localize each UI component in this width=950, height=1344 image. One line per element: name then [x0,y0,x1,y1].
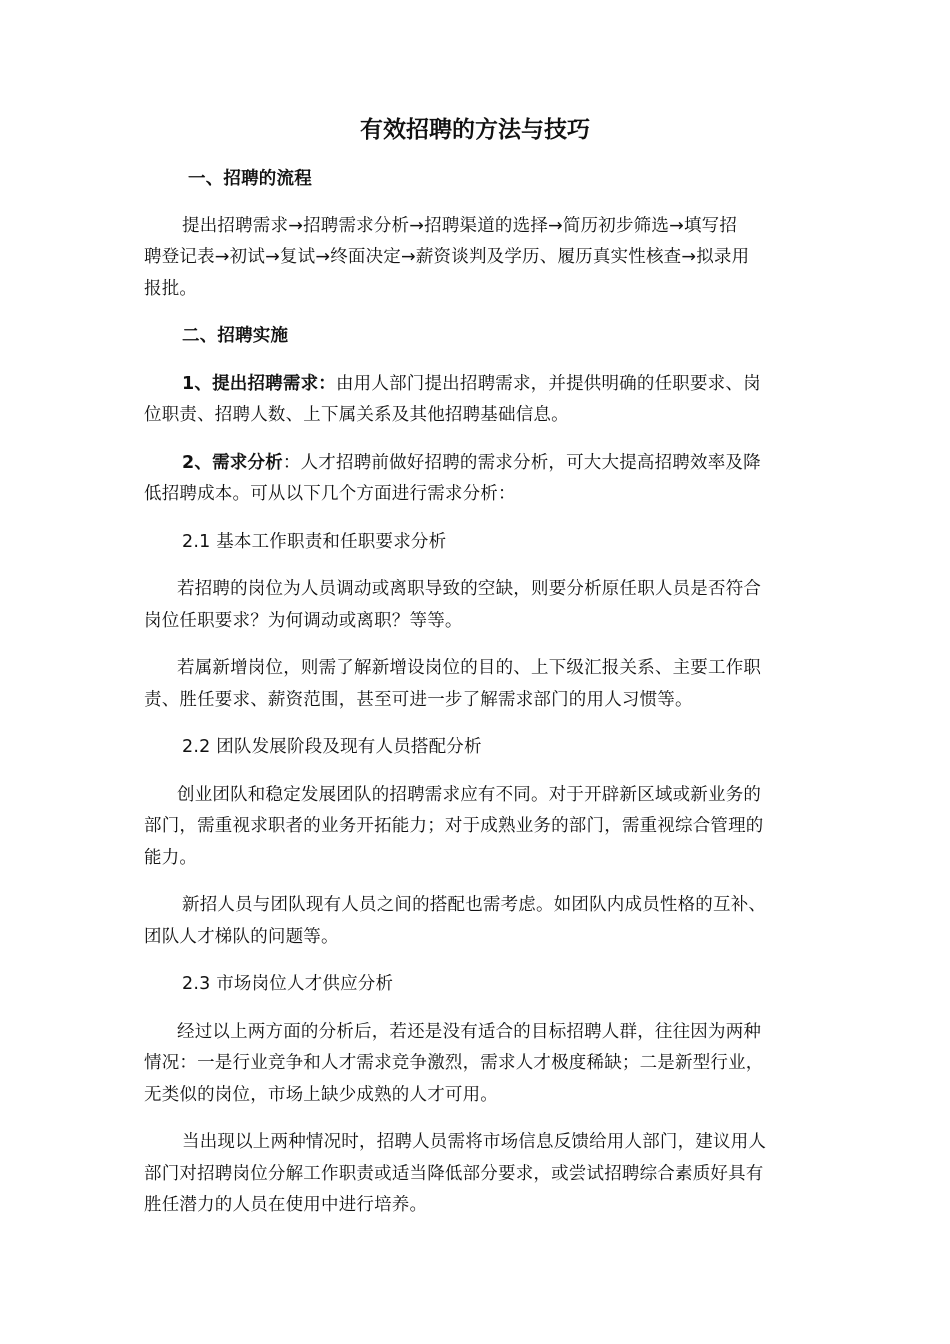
sub23-p1-line-2: 情况：一是行业竞争和人才需求竞争激烈，需求人才极度稀缺；二是新型行业， [144,1053,764,1073]
subsection-2-2-heading: 2.2 团队发展阶段及现有人员搭配分析 [182,737,482,757]
item-2-line-1 [182,447,852,479]
process-line-3: 报批。 [144,279,198,299]
process-line-2: 聘登记表→初试→复试→终面决定→薪资谈判及学历、履历真实性核查→拟录用 [144,247,750,267]
sub22-p2-line-2: 团队人才梯队的问题等。 [144,927,339,947]
sub22-p1-line-3: 能力。 [144,848,198,868]
sub23-p2-line-1: 当出现以上两种情况时，招聘人员需将市场信息反馈给用人部门，建议用人 [182,1132,767,1152]
item-1-line-2: 位职责、招聘人数、上下属关系及其他招聘基础信息。 [144,405,569,425]
item-2-label: 2、需求分析 [182,453,283,473]
subsection-2-3-heading: 2.3 市场岗位人才供应分析 [182,974,394,994]
sub23-p2-line-3: 胜任潜力的人员在使用中进行培养。 [144,1195,428,1215]
sub22-p2-line-1: 新招人员与团队现有人员之间的搭配也需考虑。如团队内成员性格的互补、 [182,895,767,915]
process-line-1: 提出招聘需求→招聘需求分析→招聘渠道的选择→简历初步筛选→填写招 [182,216,738,236]
item-1-line-1 [182,368,852,400]
sub23-p1-line-1: 经过以上两方面的分析后，若还是没有适合的目标招聘人群，往往因为两种 [177,1022,762,1042]
item-2-text: ：人才招聘前做好招聘的需求分析，可大大提高招聘效率及降 [282,453,761,473]
sub21-p1-line-1: 若招聘的岗位为人员调动或离职导致的空缺，则要分析原任职人员是否符合 [177,579,762,599]
sub23-p1-line-3: 无类似的岗位，市场上缺少成熟的人才可用。 [144,1085,498,1105]
sub21-p1-line-2: 岗位任职要求？为何调动或离职？等等。 [144,611,463,631]
item-1-label: 1、提出招聘需求： [182,374,336,394]
sub21-p2-line-2: 责、胜任要求、薪资范围，甚至可进一步了解需求部门的用人习惯等。 [144,690,693,710]
subsection-2-1-heading: 2.1 基本工作职责和任职要求分析 [182,532,447,552]
section-1-heading: 一、招聘的流程 [188,169,312,189]
item-1-text: 由用人部门提出招聘需求，并提供明确的任职要求、岗 [335,374,761,394]
item-2-line-2: 低招聘成本。可从以下几个方面进行需求分析： [144,484,516,504]
sub23-p2-line-2: 部门对招聘岗位分解工作职责或适当降低部分要求，或尝试招聘综合素质好具有 [144,1164,764,1184]
section-2-heading: 二、招聘实施 [182,326,289,346]
sub22-p1-line-1: 创业团队和稳定发展团队的招聘需求应有不同。对于开辟新区域或新业务的 [177,785,762,805]
sub21-p2-line-1: 若属新增岗位，则需了解新增设岗位的目的、上下级汇报关系、主要工作职 [177,658,762,678]
document-title: 有效招聘的方法与技巧 [360,117,590,143]
sub22-p1-line-2: 部门，需重视求职者的业务开拓能力；对于成熟业务的部门，需重视综合管理的 [144,816,764,836]
